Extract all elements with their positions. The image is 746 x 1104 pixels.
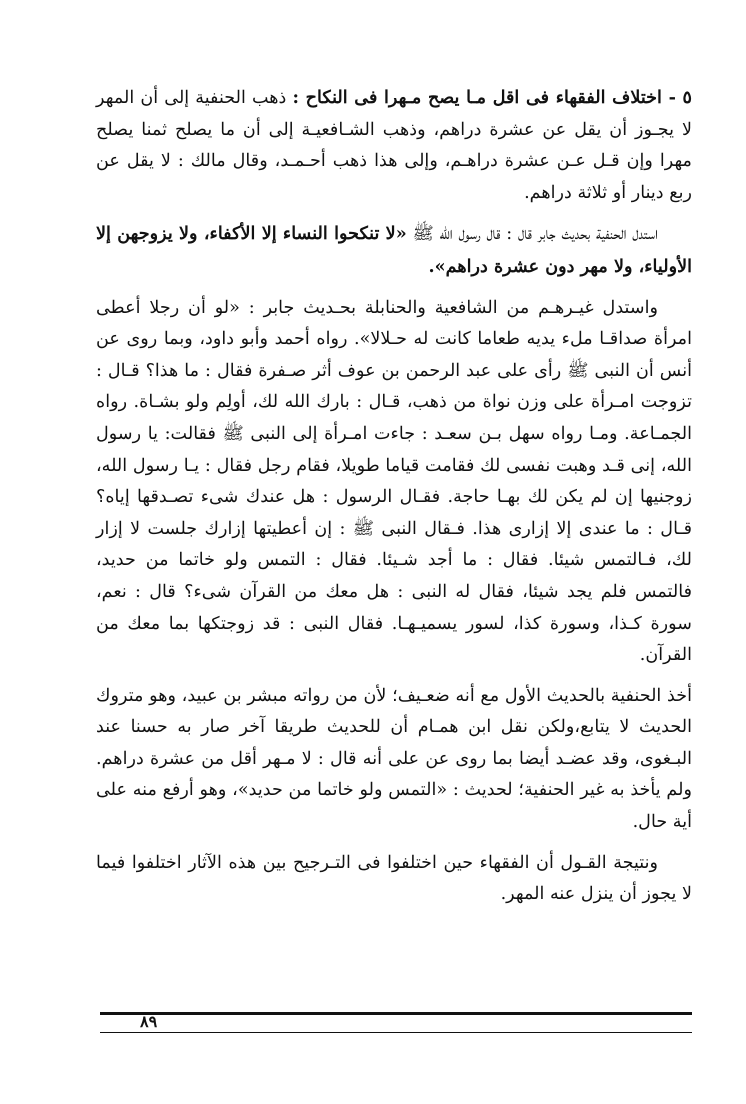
paragraph-5-text: ونتيجة القـول أن الفقهاء حين اختلفوا فى التـرجيح بين هذه الآثار اختلفوا فيما لا يجوز أن ينزل عنه المهر.: [96, 852, 692, 905]
paragraph-3-text: واستدل غيـرهـم من الشافعية والحنابلة بحـديث جابر : «لو أن رجلا أعطى امرأة صداقـا ملء يديه طعاما كانت له حـلالا». رواه أحمد وأبو داود، وبما روى عن أنس أن النبى ﷺ رأى على عبد الرحمن بن عوف أثر صـفرة فقال : ما هذا؟ قـال : تزوجت امـرأة على وزن نواة من ذهب، قـال : بارك الله لك، أولِم ولو بشـاة. رواه الجمـاعة. ومـا رواه سهل بـن سعـد : جاءت امـرأة إلى النبى ﷺ فقالت: يا رسول الله، إنى قـد وهبت نفسى لك فقامت قياما طويلا، فقام رجل فقال : يـا رسول الله، زوجنيها إن لم يكن لك بهـا حاجة. فقـال الرسول : هل عندك شىء تصـدقها إياه؟ قـال : ما عندى إلا إزارى هذا. فـقال النبى ﷺ : إن أعطيتها إزارك جلست لا إزار لك، فـالتمس شيئا. فقال : ما أجد شـيئا. فقال : التمس ولو خاتما من حديد، فالتمس فلم يجد شيئا، فقال له النبى : هل معك من القرآن شىء؟ قال : نعم، سورة كـذا، وسورة كذا، لسور يسميـهـا. فقال النبى : قد زوجتكها بما معك من القرآن.: [96, 297, 692, 666]
footer-rule-thick: [100, 1012, 692, 1015]
paragraph-5: [96, 848, 692, 911]
paragraph-4: [96, 681, 692, 839]
paragraph-4-text: أخذ الحنفية بالحديث الأول مع أنه ضعـيف؛ لأن من رواته مبشر بن عبيد، وهو متروك الحديث لا يتابع،ولكن نقل ابن همـام أن للحديث طريقا آخر صار به حسنا عند البـغوى، وقد عضـد أيضا بما روى عن على أنه قال : لا مـهر أقل من عشرة دراهم. ولم يأخذ به غير الحنفية؛ لحديث : «التمس ولو خاتما من حديد»، وهو أرفع منه على أية حال.: [96, 685, 692, 833]
paragraph-1: [96, 82, 692, 209]
section-heading: ٥ - اختلاف الفقهاء فى اقل مـا يصح مـهرا فى النكاح :: [292, 87, 692, 108]
page-number: ٨٩: [140, 1012, 158, 1031]
footer-rule-thin: [100, 1032, 692, 1033]
paragraph-2-text: استدل الحنفية بحديث جابر قال : قال رسول الله ﷺ: [406, 224, 658, 245]
body-text: [96, 82, 692, 920]
paragraph-1-text: ذهب الحنفية إلى أن المهر لا يجـوز أن يقل عن عشرة دراهم، وذهب الشـافعيـة إلى أن ما يصلح ثمنا يصلح مهرا وإن قـل عـن عشرة دراهـم، وإلى هذا ذهب أحـمـد، وقال مالك : لا يقل عن ربع دينار أو ثلاثة دراهم.: [96, 88, 692, 203]
paragraph-2: [96, 218, 692, 283]
hadith-quote: «لا تنكحوا النساء إلا الأكفاء، ولا يزوجهن إلا الأولياء، ولا مهر دون عشرة دراهم».: [96, 223, 692, 277]
paragraph-3: [96, 293, 692, 672]
